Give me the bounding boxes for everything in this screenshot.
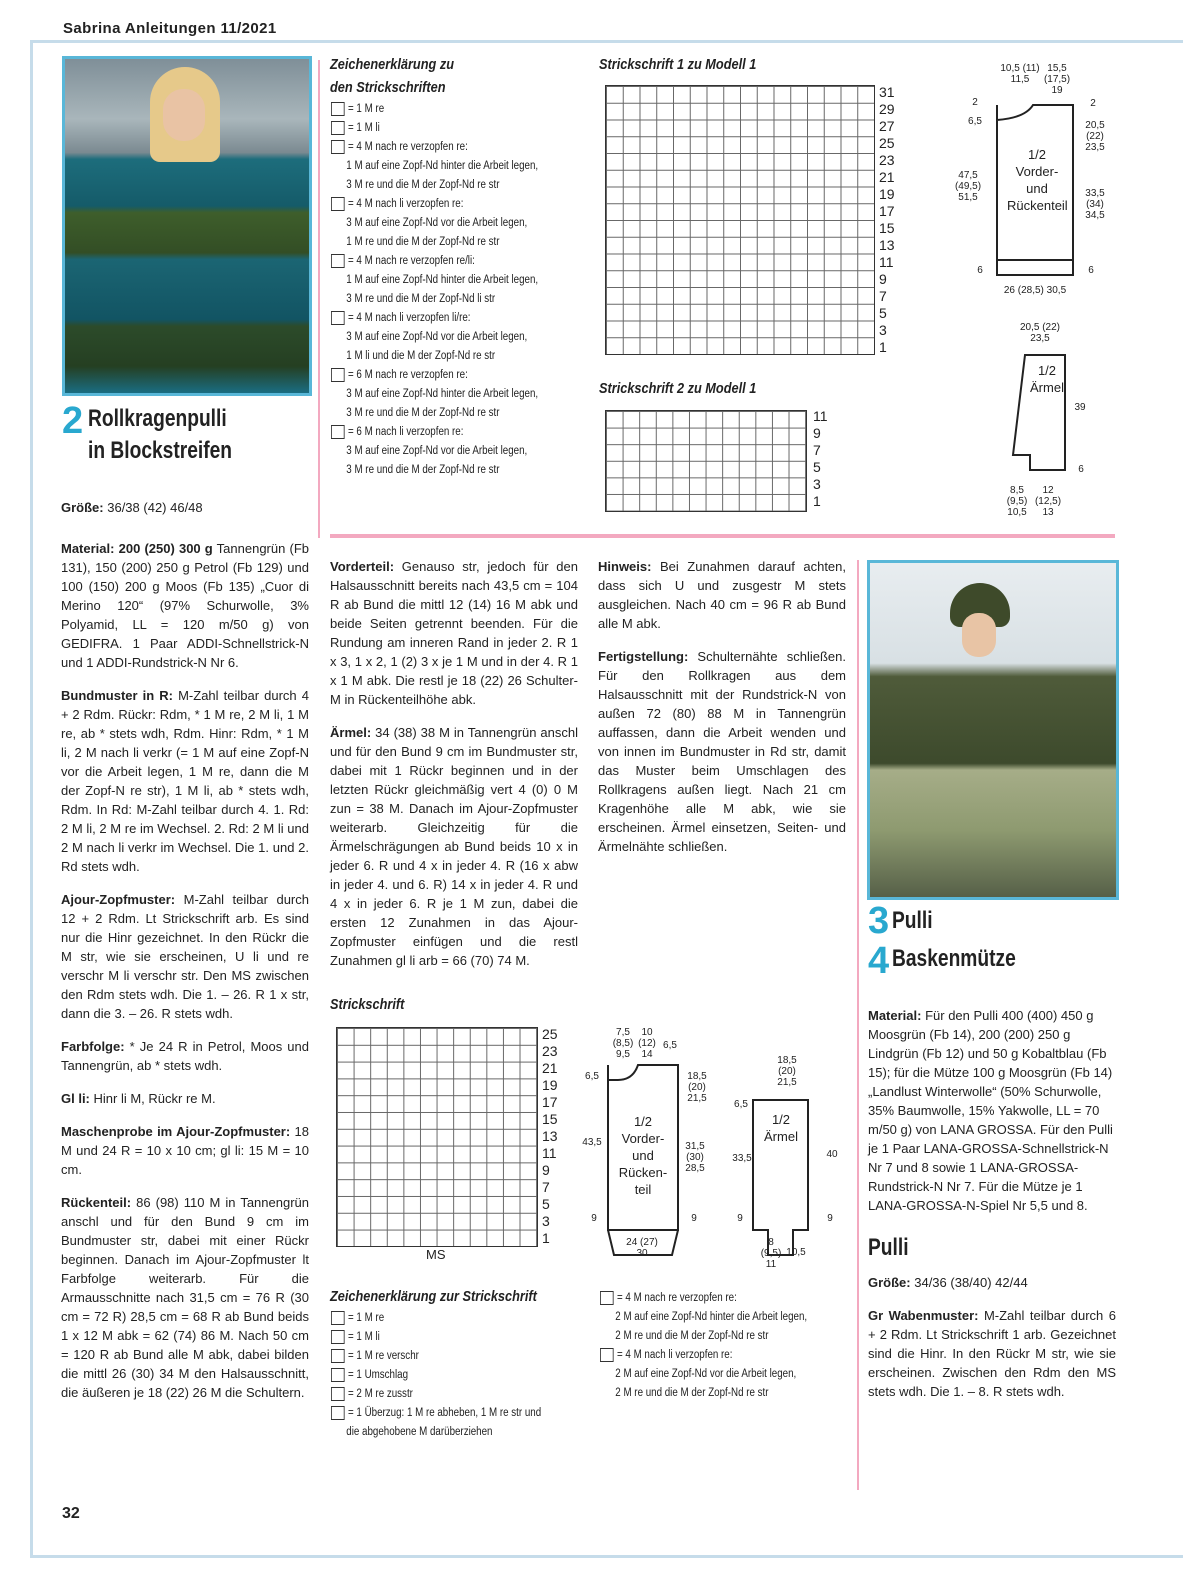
row-number: 17 bbox=[542, 1094, 558, 1110]
row-number: 11 bbox=[542, 1145, 557, 1161]
legend-text: = 1 M re bbox=[348, 1312, 385, 1324]
legend-item bbox=[331, 309, 569, 328]
legend-item bbox=[331, 271, 569, 290]
legend-text: = 4 M nach re verzopfen re: bbox=[617, 1292, 737, 1304]
row-number: 1 bbox=[879, 339, 887, 355]
s3-d1: 7,5 (8,5) 9,5 bbox=[612, 1027, 634, 1060]
right-column bbox=[598, 557, 846, 870]
left-column bbox=[61, 498, 309, 1416]
row-number: 23 bbox=[542, 1043, 558, 1059]
waben-text: M-Zahl teilbar durch 6 + 2 Rdm. Lt Strickschrift 1 arb. Gezeichnet sind die Hinr. In den Rückr M str, wie sie erscheinen. Zwischen den Rdm den MS stets wdh. Die 1. – 8. R stets wdh. bbox=[868, 1308, 1116, 1399]
model2-number: 2 bbox=[62, 400, 84, 442]
chart3-grid bbox=[336, 1027, 538, 1247]
legend-item bbox=[331, 1385, 552, 1404]
m34-size-label: Größe: bbox=[868, 1275, 911, 1290]
legend-item bbox=[600, 1289, 804, 1308]
probe-label: Maschenprobe im Ajour-Zopfmuster: bbox=[61, 1124, 291, 1139]
bund-label: Bundmuster in R: bbox=[61, 688, 174, 703]
fertig-text: Schulternähte schließen. Für den Rollkragen aus dem Halsausschnitt mit der Rundstrick-N von außen 72 (80) 88 M in Tannengrün auffassen, dann die Arbeit wenden und von innen im Bundmuster in Rd str, damit das Muster beim Umschlagen des Rollkragens außen liegt. Nach 21 cm Kragenhöhe alle M abk, wie sie erscheinen. Ärmel einsetzen, Seiten- und Ärmelnähte schließen. bbox=[598, 649, 846, 854]
legend-symbol-icon bbox=[331, 1311, 345, 1325]
far-right-column bbox=[868, 1006, 1116, 1415]
row-number: 7 bbox=[879, 288, 887, 304]
chart2-grid bbox=[605, 410, 807, 512]
legend-symbol-icon bbox=[331, 1330, 345, 1344]
sizes-text: 36/38 (42) 46/48 bbox=[103, 500, 203, 515]
s4-d7: 8 (9,5) 11 bbox=[760, 1237, 782, 1270]
s4-label: 1/2 Ärmel bbox=[764, 1112, 798, 1144]
row-number: 5 bbox=[813, 459, 821, 475]
row-number: 1 bbox=[542, 1230, 550, 1246]
row-number: 25 bbox=[879, 135, 895, 151]
row-number: 1 bbox=[813, 493, 821, 509]
s3-d3: 6,5 bbox=[663, 1040, 677, 1051]
legend-symbol-icon bbox=[331, 1387, 345, 1401]
row-number: 23 bbox=[879, 152, 895, 168]
bund-text: M-Zahl teilbar durch 4 + 2 Rdm. Rückr: Rdm, * 1 M re, 2 M li, 1 M re, ab * stets wdh, Rdm. Hinr: Rdm, * 1 M li, 2 M nach li verkr (= 1 M auf eine Zopf-N vor die Arbeit legen, 1 M re, dann die M der Zopf-N re str), 1 M li, ab * stets wdh, Rdm. In Rd: M-Zahl teilbar durch 4. 1. Rd: 2 M li, 2 M re im Wechsel. 2. Rd: 2 M li und 2 M nach li verkr im Wechsel. Die 1. und 2. Rd stets wdh. bbox=[61, 688, 309, 874]
chart1-title: Strickschrift 1 zu Modell 1 bbox=[599, 56, 757, 73]
row-number: 25 bbox=[542, 1026, 558, 1042]
legend-symbol-icon bbox=[331, 254, 345, 268]
chart3-ms-label: MS bbox=[426, 1247, 446, 1262]
legend-item bbox=[331, 157, 569, 176]
row-number: 7 bbox=[542, 1179, 550, 1195]
legend-item bbox=[600, 1346, 804, 1365]
legend-text: die abgehobene M darüberziehen bbox=[346, 1426, 493, 1438]
row-number: 31 bbox=[879, 84, 895, 100]
legend-item bbox=[331, 233, 569, 252]
s2-d5: 12 (12,5) 13 bbox=[1034, 485, 1062, 518]
divider-vertical-top bbox=[318, 60, 320, 538]
model2-title-line2: in Blockstreifen bbox=[88, 437, 233, 464]
legend-item bbox=[331, 461, 569, 480]
model4-number: 4 bbox=[868, 940, 890, 982]
legend-bottom-list bbox=[331, 1309, 591, 1442]
legend-text: 1 M re und die M der Zopf-Nd re str bbox=[346, 236, 500, 248]
row-number: 17 bbox=[879, 203, 895, 219]
legend-text: 3 M auf eine Zopf-Nd vor die Arbeit legen, bbox=[346, 217, 528, 229]
s3-d10: 24 (27) 30 bbox=[626, 1237, 658, 1259]
chart2-title: Strickschrift 2 zu Modell 1 bbox=[599, 380, 757, 397]
s1-d10: 6 bbox=[1088, 265, 1094, 276]
vorder-label: Vorderteil: bbox=[330, 559, 395, 574]
hinweis-text: Bei Zunahmen darauf achten, dass sich U und zusgestr M stets ausgleichen. Nach 40 cm = 96 R ab Bund alle M abk. bbox=[598, 559, 846, 631]
legend-text: 2 M auf eine Zopf-Nd hinter die Arbeit legen, bbox=[615, 1311, 808, 1323]
legend-item bbox=[331, 176, 569, 195]
legend-text: 3 M auf eine Zopf-Nd vor die Arbeit legen, bbox=[346, 331, 528, 343]
legend-item bbox=[331, 1347, 552, 1366]
legend-text: = 1 Überzug: 1 M re abheben, 1 M re str und bbox=[348, 1407, 542, 1419]
legend-item bbox=[331, 404, 569, 423]
legend-item bbox=[331, 1366, 552, 1385]
legend-item bbox=[600, 1384, 804, 1403]
s3-d8: 9 bbox=[591, 1213, 597, 1224]
legend-text: = 1 M li bbox=[348, 1331, 380, 1343]
s1-d5: 2 bbox=[1090, 98, 1096, 109]
s1-d3: 2 bbox=[972, 97, 978, 108]
legend-item bbox=[331, 423, 569, 442]
model3-face bbox=[962, 613, 996, 657]
legend-symbol-icon bbox=[331, 368, 345, 382]
legend-bottom-list2 bbox=[600, 1289, 840, 1403]
pulli-heading: Pulli bbox=[868, 1234, 909, 1261]
legend-item bbox=[331, 1328, 552, 1347]
ajour-text: M-Zahl teilbar durch 12 + 2 Rdm. Lt Strickschrift arb. Es sind nur die Hinr gezeichnet. In den Rückr die M str, wie sie erscheinen, U li und re verschr M li verschr str. Den MS zwischen den Rdm stets wdh. Die 1. – 26. R 1 x str, dann die 3. – 26. R stets wdh. bbox=[61, 892, 309, 1021]
legend-item bbox=[600, 1308, 808, 1327]
ajour-label: Ajour-Zopfmuster: bbox=[61, 892, 176, 907]
legend-text: 3 M auf eine Zopf-Nd hinter die Arbeit legen, bbox=[346, 388, 539, 400]
legend-symbol-icon bbox=[331, 425, 345, 439]
row-number: 27 bbox=[879, 118, 895, 134]
model2-photo bbox=[62, 56, 312, 396]
row-number: 3 bbox=[542, 1213, 550, 1229]
s2-label: 1/2 Ärmel bbox=[1030, 363, 1064, 395]
legend-item bbox=[331, 138, 569, 157]
legend-item bbox=[331, 252, 569, 271]
sizes-label: Größe: bbox=[61, 500, 104, 515]
legend-symbol-icon bbox=[600, 1348, 614, 1362]
row-number: 7 bbox=[813, 442, 821, 458]
legend-symbol-icon bbox=[331, 197, 345, 211]
legend-symbol-icon bbox=[331, 1368, 345, 1382]
row-number: 11 bbox=[813, 408, 828, 424]
legend-item bbox=[331, 100, 569, 119]
s4-d3: 33,5 bbox=[732, 1153, 752, 1164]
legend-symbol-icon bbox=[331, 1349, 345, 1363]
magazine-header: Sabrina Anleitungen 11/2021 bbox=[63, 20, 277, 37]
legend-item bbox=[331, 366, 569, 385]
waben-label: Gr Wabenmuster: bbox=[868, 1308, 979, 1323]
gl-text: Hinr li M, Rückr re M. bbox=[89, 1091, 216, 1106]
legend-text: 2 M re und die M der Zopf-Nd re str bbox=[615, 1330, 769, 1342]
farb-text: * Je 24 R in Petrol, Moos und Tannengrün, ab * stets wdh. bbox=[61, 1039, 309, 1073]
row-number: 15 bbox=[879, 220, 895, 236]
legend-text: = 6 M nach re verzopfen re: bbox=[348, 369, 468, 381]
gl-label: Gl li: bbox=[61, 1091, 90, 1106]
farb-label: Farbfolge: bbox=[61, 1039, 125, 1054]
s4-d2: 6,5 bbox=[734, 1099, 748, 1110]
legend-top-list bbox=[331, 100, 611, 480]
row-number: 13 bbox=[542, 1128, 558, 1144]
legend-text: = 4 M nach re verzopfen re/li: bbox=[348, 255, 475, 267]
legend-item bbox=[331, 214, 569, 233]
s4-d5: 9 bbox=[737, 1213, 743, 1224]
legend-text: = 4 M nach re verzopfen re: bbox=[348, 141, 468, 153]
row-number: 15 bbox=[542, 1111, 558, 1127]
row-number: 5 bbox=[542, 1196, 550, 1212]
page-number: 32 bbox=[62, 1505, 80, 1522]
legend-symbol-icon bbox=[331, 102, 345, 116]
legend-top-title1: Zeichenerklärung zu bbox=[330, 56, 454, 73]
legend-item bbox=[331, 195, 569, 214]
legend-text: 3 M re und die M der Zopf-Nd re str bbox=[346, 464, 500, 476]
m34-size-text: 34/36 (38/40) 42/44 bbox=[910, 1275, 1028, 1290]
s1-label: 1/2 Vorder- und Rückenteil bbox=[1007, 147, 1068, 213]
m34-material-label: Material: bbox=[868, 1008, 922, 1023]
row-number: 21 bbox=[879, 169, 895, 185]
chart2-row-numbers bbox=[813, 408, 828, 510]
s1-d8: 33,5 (34) 34,5 bbox=[1085, 188, 1105, 221]
s4-d6: 9 bbox=[827, 1213, 833, 1224]
legend-item bbox=[600, 1327, 804, 1346]
legend-item bbox=[600, 1365, 804, 1384]
legend-text: = 4 M nach li verzopfen li/re: bbox=[348, 312, 471, 324]
divider-horizontal bbox=[330, 534, 1115, 538]
s3-d5: 18,5 (20) 21,5 bbox=[687, 1071, 707, 1104]
schematic-model2 bbox=[578, 1025, 858, 1275]
legend-item bbox=[331, 328, 569, 347]
m34-material-text: Für den Pulli 400 (400) 450 g Moosgrün (Fb 14), 200 (200) 250 g Lindgrün (Fb 12) und 50 g Kobaltblau (Fb 15); für die Mütze 100 g Moosgrün (Fb 14) „Landlust Winterwolle“ (50% Schurwolle, 35% Baumwolle, 15% Yakwolle, LL = 70 m/50 g) von LANA GROSSA. Für den Pulli je 1 Paar LANA-GROSSA-Schnellstrick-N Nr 7 und 8 sowie 1 LANA-GROSSA-Rundstrick-N Nr 7. Für die Mütze je 1 LANA-GROSSA-N-Spiel Nr 5,5 und 8. bbox=[868, 1008, 1113, 1213]
legend-text: 1 M auf eine Zopf-Nd hinter die Arbeit legen, bbox=[346, 160, 539, 172]
model4-title: Baskenmütze bbox=[892, 945, 1016, 972]
s1-d7: 47,5 (49,5) 51,5 bbox=[954, 170, 982, 203]
legend-item bbox=[331, 1309, 552, 1328]
row-number: 9 bbox=[542, 1162, 550, 1178]
rueck-label: Rückenteil: bbox=[61, 1195, 132, 1210]
s2-d2: 39 bbox=[1074, 402, 1086, 413]
s4-d4: 40 bbox=[826, 1149, 838, 1160]
row-number: 3 bbox=[879, 322, 887, 338]
model2-title-line1: Rollkragenpulli bbox=[88, 405, 227, 432]
row-number: 9 bbox=[813, 425, 821, 441]
aermel-text: 34 (38) 38 M in Tannengrün anschl und für den Bund 9 cm im Bundmuster str, dabei mit 1 Rückr beginnen und in der letzten Rückr gleichmäßig vert 4 (0) 0 M zun = 38 M. Danach im Ajour-Zopfmuster weiterarb. Gleichzeitig für die Ärmelschrägungen ab Bund beids 10 x in jeder 6. R und 4 x in jeder 4. R (16 x abw in jeder 4. und 6. R) 14 x in jeder 4. R und 4 x in jeder 6. R je 1 M zun, dabei die ersten 12 Zunahmen in das Ajour-Zopfmuster einfügen und die restl Zunahmen gl li arb = 66 (70) 74 M. bbox=[330, 725, 578, 968]
legend-symbol-icon bbox=[600, 1291, 614, 1305]
chart1-row-numbers bbox=[879, 84, 895, 356]
legend-text: 2 M auf eine Zopf-Nd vor die Arbeit legen, bbox=[615, 1368, 797, 1380]
s2-d1: 20,5 (22) 23,5 bbox=[1019, 322, 1061, 344]
legend-symbol-icon bbox=[331, 311, 345, 325]
legend-text: = 6 M nach li verzopfen re: bbox=[348, 426, 464, 438]
row-number: 3 bbox=[813, 476, 821, 492]
s3-d2: 10 (12) 14 bbox=[638, 1027, 656, 1060]
s1-d6: 20,5 (22) 23,5 bbox=[1085, 120, 1105, 153]
legend-text: 3 M re und die M der Zopf-Nd re str bbox=[346, 179, 500, 191]
material-text: Tannengrün (Fb 131), 150 (200) 250 g Petrol (Fb 129) und 100 (150) 200 g Moos (Fb 135) „Cuor di Merino 120“ (97% Schurwolle, 3% Polyamid, LL = 120 m/50 g) von GEDIFRA. 1 Paar ADDI-Schnellstrick-N und 1 ADDI-Rundstrick-N Nr 6. bbox=[61, 541, 309, 670]
s1-d4: 6,5 bbox=[968, 116, 982, 127]
legend-bottom-title: Zeichenerklärung zur Strickschrift bbox=[330, 1288, 537, 1305]
legend-symbol-icon bbox=[331, 1406, 345, 1420]
s4-d1: 18,5 (20) 21,5 bbox=[777, 1055, 797, 1088]
legend-top-title2: den Strickschriften bbox=[330, 79, 446, 96]
model3-title: Pulli bbox=[892, 907, 933, 934]
model-face bbox=[163, 89, 205, 141]
s4-d8: 10,5 bbox=[786, 1247, 806, 1258]
legend-text: = 1 M li bbox=[348, 122, 380, 134]
legend-item bbox=[331, 1404, 552, 1423]
aermel-label: Ärmel: bbox=[330, 725, 372, 740]
row-number: 9 bbox=[879, 271, 887, 287]
legend-symbol-icon bbox=[331, 121, 345, 135]
s2-d4: 8,5 (9,5) 10,5 bbox=[1006, 485, 1028, 518]
hinweis-label: Hinweis: bbox=[598, 559, 652, 574]
legend-text: 3 M auf eine Zopf-Nd vor die Arbeit legen, bbox=[346, 445, 528, 457]
s3-d9: 9 bbox=[691, 1213, 697, 1224]
chart3-row-numbers bbox=[542, 1026, 558, 1247]
legend-text: = 1 Umschlag bbox=[348, 1369, 409, 1381]
legend-text: 1 M auf eine Zopf-Nd hinter die Arbeit legen, bbox=[346, 274, 539, 286]
material-label: Material: 200 (250) 300 g bbox=[61, 541, 213, 556]
legend-item bbox=[331, 290, 569, 309]
legend-text: 3 M re und die M der Zopf-Nd re str bbox=[346, 407, 500, 419]
legend-text: 2 M re und die M der Zopf-Nd re str bbox=[615, 1387, 769, 1399]
row-number: 5 bbox=[879, 305, 887, 321]
s2-d3: 6 bbox=[1078, 464, 1084, 475]
legend-item bbox=[331, 347, 569, 366]
s1-d1: 10,5 (11) 11,5 bbox=[1000, 63, 1040, 85]
divider-vertical-right bbox=[857, 560, 859, 1490]
fertig-label: Fertigstellung: bbox=[598, 649, 689, 664]
s1-d9: 6 bbox=[977, 265, 983, 276]
probe-text: 18 M und 24 R = 10 x 10 cm; gl li: 15 M = 10 cm. bbox=[61, 1124, 309, 1177]
row-number: 11 bbox=[879, 254, 894, 270]
row-number: 19 bbox=[879, 186, 895, 202]
model3-number: 3 bbox=[868, 900, 890, 942]
legend-item bbox=[331, 442, 569, 461]
s3-d4: 6,5 bbox=[585, 1071, 599, 1082]
legend-text: = 4 M nach li verzopfen re: bbox=[617, 1349, 733, 1361]
s3-label: 1/2 Vorder- und Rücken- teil bbox=[618, 1114, 668, 1197]
s3-d6: 43,5 bbox=[582, 1137, 602, 1148]
row-number: 19 bbox=[542, 1077, 558, 1093]
chart3-title: Strickschrift bbox=[330, 996, 405, 1013]
legend-text: = 2 M re zusstr bbox=[348, 1388, 413, 1400]
s3-d7: 31,5 (30) 28,5 bbox=[685, 1141, 705, 1174]
legend-text: 3 M re und die M der Zopf-Nd li str bbox=[346, 293, 496, 305]
chart1-grid bbox=[605, 85, 875, 355]
legend-text: = 1 M re verschr bbox=[348, 1350, 419, 1362]
row-number: 29 bbox=[879, 101, 895, 117]
row-number: 13 bbox=[879, 237, 895, 253]
schematic-body-model1 bbox=[945, 60, 1115, 520]
s1-d2: 15,5 (17,5) 19 bbox=[1043, 63, 1071, 96]
legend-symbol-icon bbox=[331, 140, 345, 154]
s1-d11: 26 (28,5) 30,5 bbox=[1003, 285, 1067, 296]
model3-photo bbox=[867, 560, 1119, 900]
legend-text: = 4 M nach li verzopfen re: bbox=[348, 198, 464, 210]
legend-item bbox=[331, 385, 569, 404]
rueck-text: 86 (98) 110 M in Tannengrün anschl und für den Bund 9 cm im Bundmuster str, dabei mit einer Rückr beginnen. Danach im Ajour-Zopfmuster lt Farbfolge weiterarb. Für die Armausschnitte nach 31,5 cm = 76 R (30 cm = 72 R) 28,5 cm = 68 R ab Bund beids 1 x 12 M abk = 62 (74) 86 M. Nach 50 cm = 120 R ab Bund alle M abk, dabei bilden die mittl 26 (30) 34 M den Halsausschnitt, die äußeren je 18 (22) 26 M die Schultern. bbox=[61, 1195, 309, 1400]
legend-item bbox=[331, 119, 569, 138]
vorder-text: Genauso str, jedoch für den Halsausschnitt bereits nach 43,5 cm = 104 R ab Bund die mittl 12 (14) 16 M abk und beide Seiten getrennt beenden. Für die Rundung am inneren Rand in jeder 2. R 1 x 3, 1 x 2, 1 (2) 3 x je 1 M und in der 4. R 1 x 1 M abk. Die restl je 18 (22) 26 Schulter-M in Rückenteilhöhe abk. bbox=[330, 559, 578, 707]
legend-item bbox=[331, 1423, 552, 1442]
legend-text: = 1 M re bbox=[348, 103, 385, 115]
row-number: 21 bbox=[542, 1060, 558, 1076]
legend-text: 1 M li und die M der Zopf-Nd re str bbox=[346, 350, 496, 362]
middle-column bbox=[330, 557, 578, 984]
